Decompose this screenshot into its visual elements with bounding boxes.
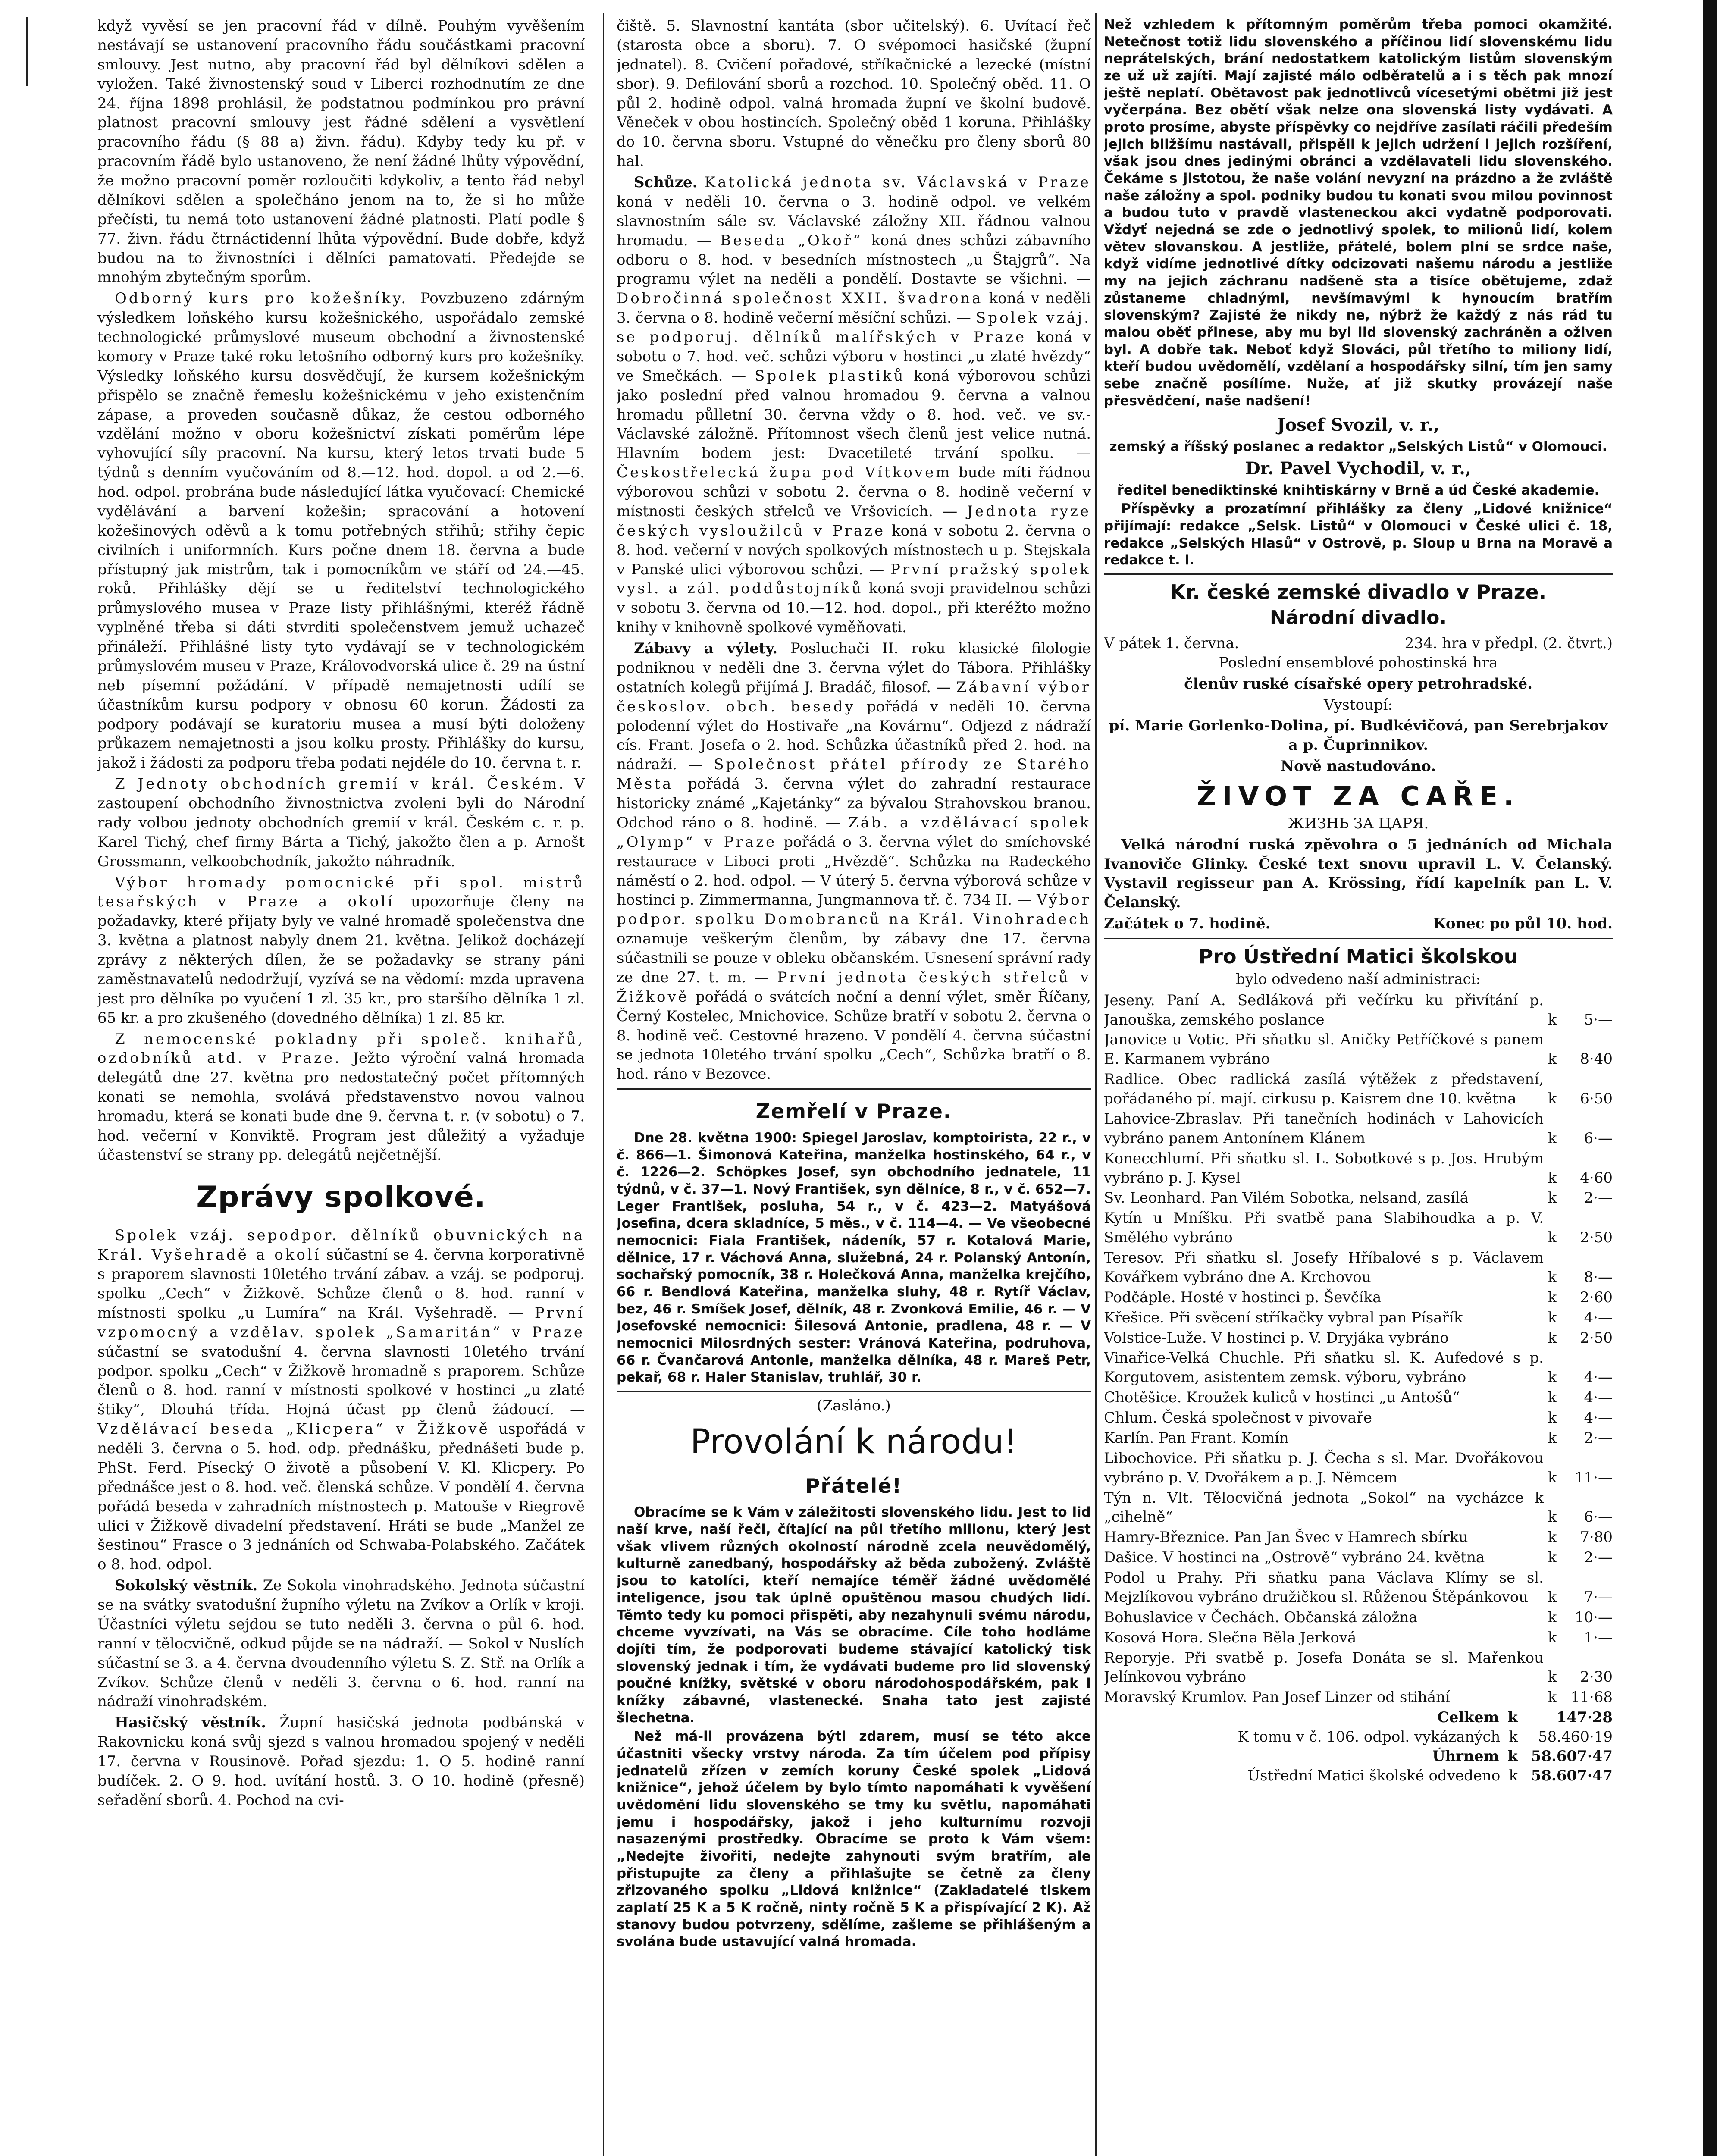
theatre-play-title-ru: ЖИЗНЬ ЗА ЦАРЯ. <box>1288 815 1429 832</box>
contributions-note: Příspěvky a prozatímní přihlášky za členy „Lidové knižnice“ přijímají: redakce „Selsk. Listů“ v Olomouci v České ulici č. 18, redakce „Selských Hlasů“ v Ostrově, p. Sloup u Brna na Moravě a redakce t. l. <box>1104 501 1613 568</box>
column-2 <box>617 16 1091 2156</box>
article-heading: Katolická jednota sv. Václavská v Praze <box>704 174 1091 191</box>
divider <box>617 1088 1091 1090</box>
article-sokol <box>97 1576 585 1711</box>
donation-entry <box>1104 1429 1613 1448</box>
donation-text: Libochovice. Při sňatku p. J. Čecha s sl. Mar. Dvořákovou vybráno p. V. Dvořákem a p. J. Němcem <box>1104 1449 1544 1486</box>
donation-amount: 10·— <box>1574 1608 1613 1626</box>
donation-amount: 2·— <box>1584 1429 1613 1447</box>
theatre-date: V pátek 1. června. <box>1104 634 1239 652</box>
column-rule-2 <box>1095 13 1097 2156</box>
donation-text: Týn n. Vlt. Tělocvičná jednota „Sokol“ na vycházce k „cihelně“ <box>1104 1489 1544 1526</box>
donation-amount: 8·40 <box>1580 1050 1613 1068</box>
currency: k <box>1509 1728 1518 1746</box>
article-heading: Spolek plastiků <box>755 367 905 385</box>
article-sick-fund <box>97 1030 585 1165</box>
article-body: koná dnes schůzi zábavního odboru o 8. hod. v besedních místnostech „u Štajgrů“. Na programu výlet na neděli a pondělí. Dostavte se všichni. — <box>617 232 1091 288</box>
donation-amount: 5·— <box>1584 1011 1613 1028</box>
donation-amount: 4·— <box>1584 1389 1613 1407</box>
matice-title: Pro Ústřední Matici školskou <box>1198 945 1518 968</box>
donation-amount: 6·50 <box>1580 1090 1613 1108</box>
donation-amount: 1·— <box>1584 1629 1613 1646</box>
donation-amount: 6·— <box>1584 1508 1613 1526</box>
donation-currency: k <box>1548 1668 1557 1686</box>
article-heading: Výbor podpor. spolku Domobranců na Král. Vinohradech <box>617 891 1091 928</box>
divider <box>1104 938 1613 939</box>
donation-list <box>1104 991 1613 1708</box>
donation-amount: 2·60 <box>1580 1288 1613 1306</box>
donation-amount: 4·— <box>1584 1409 1613 1427</box>
donation-currency: k <box>1548 1169 1557 1187</box>
proclamation-greeting: Přátelé! <box>805 1474 902 1498</box>
donation-amount: 6·— <box>1584 1129 1613 1147</box>
article-body: Ježto výroční valná hromada delegátů dne 27. května pro nedostatečný počet přítomných konati se nemohla, svolává představenstvo novou valnou hromadu, která se konati bude dne 9. června t. r. (v sobotu) o 7. hod. večerní v Konviktě. Program jest důležitý a vyžaduje účastenství se strany pp. delegátů nejčetnější. <box>97 1050 585 1164</box>
donation-entry <box>1104 1548 1613 1567</box>
article-heading: Sokolský věstník. <box>115 1577 258 1595</box>
donation-currency: k <box>1548 1369 1557 1386</box>
signature-name-1: Josef Svozil, v. r., <box>1277 415 1440 436</box>
theatre-play-title: ŽIVOT ZA CAŘE. <box>1197 780 1520 812</box>
donation-text: Dašice. V hostinci na „Ostrově“ vybráno 24. května <box>1104 1549 1485 1567</box>
donation-currency: k <box>1548 1288 1557 1306</box>
column-3 <box>1104 16 1613 2156</box>
donation-text: Teresov. Při sňatku sl. Josefy Hříbalové s p. Václavem Kovářkem vybráno dne A. Krchovou <box>1104 1249 1544 1286</box>
article-heading: Společnost přátel přírody ze Starého Města <box>617 756 1091 793</box>
article-body: pořádá 3. června výlet do zahradní restaurace historicky známé „Kajetánky“ za bývalou Strahovskou branou. Odchod ráno o 8. hodině. — <box>617 775 1091 831</box>
rubric-label: Zábavy a výlety. <box>634 640 778 657</box>
donation-text: Hamry-Březnice. Pan Jan Švec v Hamrech sbírku <box>1104 1529 1468 1546</box>
donation-text: Vinařice-Velká Chuchle. Při sňatku sl. K. Aufedové s p. Korgutovem, asistentem zemsk. výboru, vybráno <box>1104 1349 1544 1386</box>
rubric-label: Schůze. <box>634 174 698 191</box>
article-furriers-course <box>97 289 585 773</box>
previous-label: K tomu v č. 106. odpol. vykázaných <box>1238 1728 1501 1746</box>
donation-text: Sv. Leonhard. Pan Vilém Sobotka, nelsand, zasílá <box>1104 1189 1469 1207</box>
article-body: pořádá o svátcích noční a denní výlet, směr Říčany, Černý Kostelec, Mnichovice. Schůze bratří v sobotu 2. června o 8. hodině več. Cestovné hrazeno. V pondělí 4. června súčastní se jednota 10letého trvání spolku „Cech“, Schůzka bratří o 8. hod. ráno v Bezovce. <box>617 988 1091 1083</box>
total-amount: 147·28 <box>1556 1709 1613 1727</box>
donation-amount: 11·— <box>1574 1469 1613 1486</box>
donation-text: Lahovice-Zbraslav. Při tanečních hodinách v Lahovicích vybráno panem Antonínem Klánem <box>1104 1110 1544 1147</box>
donation-amount: 2·— <box>1584 1189 1613 1207</box>
article-body: upozorňuje členy na požadavky, které přijaty byly ve valné hromadě společenstva dne 3. května a platnost nabyly dnem 21. května. Jelikož docházejí zprávy z některých dílen, že se požadavky se strany páni zaměstnavatelů nedodržují, vyzívá se na vědomí: mzda upravena jest pro dělníka po vyučení 1 zl. 35 kr., pro staršího dělníka 1 zl. 65 kr. a pro zkušeného (dovedného dělníka) 1 zl. 85 kr. <box>97 893 585 1027</box>
column-rule-1 <box>603 13 604 2156</box>
donation-currency: k <box>1548 1529 1557 1546</box>
currency: k <box>1507 1747 1518 1765</box>
article-body: koná v neděli 3. června o 8. hodině večerní měsíční schůzi. — <box>617 290 1091 327</box>
article-body: oznamuje veškerým členům, by zábavy dne 17. června súčastnili se pouze v obleku občanském. Usnesení správní rady ze dne 27. t. m. — <box>617 930 1091 986</box>
theatre-performers-label: Vystoupí: <box>1324 696 1393 714</box>
article-heading: Spolek vzáj. se podporuj. dělníků malířských v Praze <box>617 309 1091 346</box>
donation-currency: k <box>1548 1268 1557 1286</box>
donation-entry <box>1104 1648 1613 1687</box>
article-body: súčastní se 4. června korporativně s praporem slavnosti 10letého trvání zábav. a vzáj. se podporuj. spolku „Cech“ v Žižkově. Schůze členů o 8. hod. ranní v místnosti spolku „u Lumíra“ na Král. Vyšehradě. — <box>97 1246 585 1322</box>
donation-entry <box>1104 1308 1613 1328</box>
donation-currency: k <box>1548 1229 1557 1247</box>
article-firemen <box>97 1713 585 1810</box>
proclamation-title: Provolání k národu! <box>690 1422 1018 1461</box>
article-body: V zastoupení obchodního živnostnictva zvoleni byli do Národní rady volbou jednoty obchodních gremií v král. Českém c. r. p. Karel Tichý, chef firmy Bárta a Tichý, jakožto člen a p. Arnošt Grossmann, velkoobchodník, jakožto náhradník. <box>97 775 585 870</box>
donation-currency: k <box>1548 1129 1557 1147</box>
donation-entry <box>1104 1449 1613 1488</box>
donation-entry <box>1104 1408 1613 1428</box>
donation-entry <box>1104 1109 1613 1148</box>
article-heading: První pražský spolek vysl. a zál. poddůstojníků <box>617 561 1091 598</box>
left-margin-mark <box>26 17 28 86</box>
donation-entry <box>1104 1528 1613 1547</box>
article-trips <box>617 639 1091 1084</box>
donation-text: Křešice. Při svěcení stříkačky vybral pan Písařík <box>1104 1309 1463 1326</box>
donation-amount: 8·— <box>1584 1268 1613 1286</box>
article-shoemakers <box>97 1226 585 1574</box>
article-heading: Jednota ryze českých vysloužilců v Praze <box>617 502 1091 539</box>
donation-amount: 11·68 <box>1570 1689 1613 1706</box>
theatre-end: Konec po půl 10. hod. <box>1433 915 1613 933</box>
donation-amount: 2·50 <box>1580 1229 1613 1247</box>
article-body: koná v sobotu 2. června o 8. hod. večerní v nových spolkových místnostech u p. Stejskala v Panské ulici výborovou schůzi. — <box>617 522 1091 578</box>
theatre-times-row <box>1104 914 1613 934</box>
donation-entry <box>1104 1248 1613 1287</box>
previous-amount: 58.460·19 <box>1538 1728 1613 1746</box>
theatre-line-2: členův ruské císařské opery petrohradské. <box>1184 675 1532 693</box>
donation-entry <box>1104 1348 1613 1387</box>
remitted-amount: 58.607·47 <box>1531 1767 1613 1784</box>
theatre-description: Velká národní ruská zpěvohra o 5 jednáních od Michala Ivanoviče Glinky. České text snovu upravil L. V. Čelanský. Vystavil regisseur pan A. Krössing, řídí kapelník pan L. V. Čelanský. <box>1104 836 1613 912</box>
donation-text: Volstice-Luže. V hostinci p. V. Dryjáka vybráno <box>1104 1329 1449 1347</box>
deaths-list: Dne 28. května 1900: Spiegel Jaroslav, komptoirista, 22 r., v č. 866—1. Šimonová Kateřina, manželka hostinského, 64 r., v č. 1226—2. Schöpkes Josef, syn obchodního jednatele, 11 týdnů, v č. 37—1. Nový František, syn dělníce, 8 r., v č. 652—7. Leger František, posluha, 54 r., v č. 423—2. Matyášová Josefina, dcera skladníce, 5 měs., v č. 114—4. — Ve všeobecné nemocnici: Fiala František, nádeník, 57 r. Kotalová Marie, dělnice, 17 r. Váchová Anna, služebná, 24 r. Polanský Antonín, sochařský pomocník, 38 r. Holečková Anna, manželka krejčího, 66 r. Bendlová Kateřina, manželka sluhy, 48 r. Rytíř Václav, bez, 46 r. Smíšek Josef, dělník, 48 r. Zvonková Emilie, 46 r. — V Josefovské nemocnici: Šilesová Antonie, pradlena, 48 r. — V nemocnici Milosrdných sester: Vránová Kateřina, podruhova, 66 r. Čvančarová Antonie, manželka dělníka, 48 r. Mareš Petr, pekař, 68 r. Haler Stanislav, truhlář, 30 r. <box>617 1130 1091 1385</box>
theatre-date-row <box>1104 634 1613 653</box>
currency: k <box>1507 1709 1518 1727</box>
proclamation-paragraph-1: Obracíme se k Vám v záležitosti slovenského lidu. Jest to lid naší krve, naší řeči, čítající na půl třetího milionu, který jest však vlivem různých okolností národně zcela neuvědomělý, kulturně zanedbaný, hospodářsky až běda zubožený. Zvláště jsou to katolíci, kteří nemajíce téměř žádné uvědomělé inteligence, jsou tak úplně opuštěnou masou chudých lidí. Těmto tedy ku pomoci přispěti, aby nezahynuli svému národu, chceme vyvzívati, na Vás se obracíme. Cíle toho hodláme dojíti tím, že podporovati budeme stávající katolický tisk slovenský jednak i tím, že vydávati budeme pro lid slovenský poučné knížky, světské v oboru národohospodářském, pak i knížky zábavné, vlastenecké. Snaha tato jest zajisté šlechetna. <box>617 1504 1091 1726</box>
donation-entry <box>1104 1388 1613 1407</box>
donation-currency: k <box>1548 1629 1557 1646</box>
donation-currency: k <box>1548 1508 1557 1526</box>
remitted-label: Ústřední Matici školské odvedeno <box>1247 1767 1501 1784</box>
section-title-club-news: Zprávy spolkové. <box>196 1180 486 1214</box>
article-body: Župní hasičská jednota podbánská v Rakovnicku koná svůj sjezd s valnou hromadou spojený v neděli 17. června v Rousinově. Pořad sjezdu: 1. O 5. hodině ranní budíček. 2. O 9. hod. uvítání hostů. 3. O 10. hodině (přesně) seřadění sborů. 4. Pochod na cvi- <box>97 1714 585 1809</box>
article-carpenters <box>97 873 585 1028</box>
article-heading: Odborný kurs pro kožešníky. <box>115 290 408 307</box>
article-heading: První jednota českých střelců v Žižkově <box>617 968 1091 1006</box>
signature-role-2: ředitel benediktinské knihtiskárny v Brně a úd České akademie. <box>1117 482 1600 498</box>
article-body: uspořádá v neděli 3. června o 5. hod. odp. přednášku, přednášeti bude p. PhSt. Ferd. Písecký O životě a působení V. Kl. Klicpery. Po přednášce jest o 8. hod. več. členská schůze. V pondělí 4. června pořádá beseda v zahradních místnostech p. Matouše v Riegrově ulici v Žižkově divadelní představení. Hráti se bude „Manžel ze šestinou“ Frasce o 3 jednáních od Schwaba-Polabského. Začátek o 8. hod. odpol. <box>97 1420 585 1573</box>
grand-total-label: Úhrnem <box>1432 1747 1499 1765</box>
donation-currency: k <box>1548 1469 1557 1486</box>
donation-entry <box>1104 1608 1613 1627</box>
donation-currency: k <box>1548 1549 1557 1567</box>
donation-text: Podol u Prahy. Při sňatku pana Václava Klímy se sl. Mejzlíkovou vybráno družičkou sl. Růženou Štěpánkovou <box>1104 1569 1544 1606</box>
right-scan-edge <box>1703 0 1717 2156</box>
donation-currency: k <box>1548 1011 1557 1028</box>
theatre-line-1: Poslední ensemblové pohostinská hra <box>1219 654 1498 671</box>
donation-amount: 7·— <box>1584 1588 1613 1606</box>
donation-entry <box>1104 1149 1613 1188</box>
previous-row <box>1104 1727 1613 1747</box>
donation-amount: 4·— <box>1584 1369 1613 1386</box>
theatre-subtitle: Národní divadlo. <box>1269 606 1447 629</box>
signature-name-2: Dr. Pavel Vychodil, v. r., <box>1245 458 1471 479</box>
donation-amount: 2·30 <box>1580 1668 1613 1686</box>
article-heading: Hasičský věstník. <box>115 1714 266 1732</box>
signature-role-1: zemský a říšský poslanec a redaktor „Selských Listů“ v Olomouci. <box>1109 439 1607 455</box>
donation-currency: k <box>1548 1090 1557 1108</box>
divider <box>1104 573 1613 575</box>
theatre-start: Začátek o 7. hodině. <box>1104 915 1271 933</box>
article-meetings <box>617 173 1091 637</box>
article-body: pořádá v neděli 10. června polodenní výlet do Hostivaře „na Kovárnu“. Odjezd z nádraží cís. Frant. Josefa o 2. hod. Schůzka účastníků před 2. hod. na nádraží. — <box>617 698 1091 774</box>
donation-text: Podčáple. Hosté v hostinci p. Ševčíka <box>1104 1288 1382 1306</box>
article-heading: Z Jednoty obchodních gremií v král. Českém. <box>115 775 566 793</box>
donation-text: Radlice. Obec radlická zasílá výtěžek z představení, pořádaného pí. mají. cirkusu p. Kaisrem dne 10. května <box>1104 1071 1544 1108</box>
article-heading: Zábavní výbor českoslov. obch. besedy <box>617 678 1091 715</box>
total-label: Celkem <box>1437 1709 1499 1727</box>
donation-currency: k <box>1548 1429 1557 1447</box>
donation-amount: 4·— <box>1584 1309 1613 1326</box>
article-heading: První vzpomocný a vzdělav. spolek „Samaritán“ v Praze <box>97 1304 585 1341</box>
donation-currency: k <box>1548 1329 1557 1347</box>
donation-currency: k <box>1548 1689 1557 1706</box>
donation-text: Kytín u Mníšku. Při svatbě pana Slabihoudka a p. V. Smělého vybráno <box>1104 1210 1544 1247</box>
donation-currency: k <box>1548 1309 1557 1326</box>
proclamation-paragraph-2: Než má-li provázena býti zdarem, musí se této akce účastniti všecky vrstvy národa. Za tím účelem pod přípisy jednatelů zřízen v zemích koruny České spolek „Lidová knižnice“, jehož účelem by bylo tímto napomáhati k vyvěšení uvědomění lidu slovenského se tmy ku světlu, napomáhati jemu i hospodářsky, jakož i jeho kulturnímu rozvoji nasazenými prostředky. Obracíme se proto k Vám všem: „Nedejte živořiti, nedejte zahynouti svým bratřím, ale přistupujte za členy a přihlašujte se četně za členy zřizovaného spolku „Lidová knižnice“ (Zakladatelé tiskem zaplatí 25 K a 5 K ročně, ninty ročně 5 K a přispívající 2 K). Až stanovy budou potvrzeny, sdělíme, zašleme se přihlášeným a svolána bude ustavující valná hromada. <box>617 1729 1091 1950</box>
donation-amount: 2·50 <box>1580 1329 1613 1347</box>
article-body: Ze Sokola vinohradského. Jednota súčastní se na svátky svatodušní župního výletu na Zvíkov a Orlík v kroji. Účastníci výletu sejdou se tuto neděli 3. června o půl 6. hod. ranní v tělocvičně, odkud půjde se na nádraží. — Sokol v Nuslích súčastní se 3. a 4. června dvoudenního výletu S. Z. Stř. na Orlík a Zvíkov. Schůze členů v neděli 3. června o 6. hod. ranní na nádraží vinohradském. <box>97 1577 585 1711</box>
article-body: koná v neděli 10. června o 3. hodině odpol. ve velkém slavnostním sále sv. Václavské záložny XII. řádnou valnou hromadu. — <box>617 193 1091 249</box>
article-heading: Výbor hromady pomocnické při spol. mistrů tesařských v Praze a okolí <box>97 874 585 911</box>
deaths-title: Zemřelí v Praze. <box>755 1100 952 1123</box>
theatre-title: Kr. české zemské divadlo v Praze. <box>1170 580 1547 604</box>
article-heading: Českostřelecká župa pod Vítkovem <box>617 464 952 482</box>
donation-amount: 4·60 <box>1580 1169 1613 1187</box>
article-body: pořádá o 3. června výlet do smíchovské restaurace v Liboci proti „Hvězdě“. Schůzka na Radeckého náměstí o 2. hod. odpol. — <box>617 833 1091 890</box>
article-heading: Dobročinná společnost XXII. švadrona <box>617 290 983 307</box>
article-heading: Vzdělávací beseda „Klicpera“ v Žižkově <box>97 1420 490 1438</box>
donation-text: Janovice u Votic. Při sňatku sl. Aničky Petříčkové s panem E. Karmanem vybráno <box>1104 1031 1544 1068</box>
donation-entry <box>1104 1329 1613 1348</box>
article-body: koná svoji pravidelnou schůzi v sobotu 3. června od 10.—12. hod. dopol., při kteréžto možno knihy v knihovně spolkové vyměňovati. <box>617 580 1091 636</box>
donation-text: Karlín. Pan Frant. Komín <box>1104 1429 1289 1447</box>
article-body: súčastní se svatodušní 4. června slavnosti 10letého trvání podpor. spolku „Cech“ v Žižkově hromadně s praporem. Schůze členů o 8. hod. ranní v místnosti spolkové v hostinci „u zlaté štiky“, Dlouhá třída. Hojná účast pp členů žádoucí. — <box>97 1343 585 1419</box>
donation-amount: 7·80 <box>1580 1529 1613 1546</box>
total-row <box>1104 1708 1613 1727</box>
donation-currency: k <box>1548 1409 1557 1427</box>
donation-text: Kosová Hora. Slečna Běla Jerková <box>1104 1629 1357 1646</box>
article-body: Posluchači II. roku klasické filologie podniknou v neděli dne 3. června výlet do Tábora. Přihlášky ostatních kolegů přijímá J. Bradáč, filosof. — <box>617 640 1091 696</box>
divider <box>617 1391 1091 1392</box>
donation-text: Bohuslavice v Čechách. Občanská záložna <box>1104 1608 1418 1626</box>
donation-entry <box>1104 1070 1613 1109</box>
donation-text: Moravský Krumlov. Pan Josef Linzer od stihání <box>1104 1689 1450 1706</box>
article-heading: Z nemocenské pokladny při společ. knihařů, ozdobníků atd. v Praze. <box>97 1030 585 1067</box>
proclamation-continued: Než vzhledem k přítomným poměrům třeba pomoci okamžité. Netečnost totiž lidu slovenského a příčinou lidí slovenskému lidu neprátelských, brání nedostatkem katolickým listům slovenským ze už už zajíti. Mají zajisté málo odběratelů a i s těch pak mnozí ještě neplatí. Obětavost pak jednotlivců vícesetými obětmi již jest vyčerpána. Bez obětí však nelze ona slovenská listy vydávati. A proto prosíme, abyste příspěvky co nejdříve zasílati ráčili předeším jejich bližšímu nastávali, přispěli k jejich udržení i jejich rozšíření, však jsou dnes jedinými obránci a vzdělavateli lidu slovenského. Čekáme s jistotou, že naše volání nevyzní na prázdno a že zvláště naše záložny a spol. podniky budou tu konati svou milou povinnost a budou tuto v pravdě vlasteneckou akci vydatně podporovati. Vždyť nejedná se zde o jednotlivý spolek, to milionů lidí, kolem větev slovanskou. A jestliže, přátelé, bolem plní se srdce naše, když vidíme jednotlivé dítky odcizovati našemu národu a jestliže my na jejich záchranu nadšeně sta a tisíce obětujeme, zdaž zůstaneme chladnými, nevšímavými k hynoucím bratřím slovenským? Zajisté že nikdy ne, nýbrž že každý z nás rád tu malou oběť přinese, aby mu byl lid slovenský zachráněn a oživen byl. A dobře tak. Neboť když Slováci, půl třetího to miliony lidí, kteří budou uvědomělí, vzdělaní a hospodářsky silní, tím jen samy sebe značně posílíme. Nuže, ať již skutky provázejí naše přesvědčení, naše nadšení! <box>1104 17 1613 409</box>
donation-amount: 2·— <box>1584 1549 1613 1567</box>
article-body: bude míti řádnou výborovou schůzi v sobotu 2. června o 8. hodině večerní v místnosti českých střelců ve Vršovicích. — <box>617 464 1091 520</box>
donation-currency: k <box>1548 1608 1557 1626</box>
donation-entry <box>1104 1489 1613 1527</box>
donation-entry <box>1104 1568 1613 1607</box>
donation-entry <box>1104 1628 1613 1648</box>
article-body: Povzbuzeno zdárným výsledkem loňského kursu kožešnického, uspořádalo zemské technologické průmyslové museum obchodní a živnostenské komory v Praze také roku letošního odborný kurs pro kožešníky. Výsledky loňského kursu dosvědčují, že kursem kožešnickým přispělo se značně řemeslu kožešnickému v jeho existenčním zápase, a proveden současně důkaz, že cestou odborného vzdělání možno v oboru kožešnictví získati poměrům lépe vyhovující síly pracovní. Na kursu, který letos trvati bude 5 týdnů s denním vyučováním od 8.—12. hod. dopol. a od 2.—6. hod. odpol. probrána bude následující látka vyučovací: Chemické vydělávání a barvení kožešin; spracování a hotovení kožešinových oděvů a k tomu potřebných střihů; střihy čepic civilních i uniformních. Kurs počne dnem 18. června a bude přístupný jak mistrům, tak i pomocníkům ve stáří od 24.—45. roků. Přihlášky dějí se u ředitelství technologického průmyslového musea v Praze listy přihlášnými, kteréž řádně vyplněné třeba si dáti stvrditi společenstvem jemuž uchazeč přináleží. Přihlášné listy tyto vydávají se v technologickém průmyslovém museu v Praze, Královodvorská ulice č. 29 na ústní neb písemní požádání. V případě nemajetnosti udílí se účastníkům kursu podpory v obnosu 60 korun. Žádosti za podpory podávají se kuratoriu musea a musí býti doloženy průkazem nemajetnosti a jsou kolku prosty. Přihlášky do kursu, jakož i žádosti za podporu třeba podati nejdéle do 10. června t. r. <box>97 290 585 772</box>
article-work-rules: když vyvěsí se jen pracovní řád v dílně. Pouhým vyvěšením nestávají se ustanovení pracovního řádu součástkami pracovní smlouvy. Jest nutno, aby pracovní řád byl dělníkovi sdělen a vyložen. Také živnostenský soud v Liberci rozhodnutím ze dne 24. října 1898 prohlásil, že podstatnou podmínkou pro právní platnost pracovní smlouvy jest řádné sdělení a vysvětlení pracovního řádu (§ 88 a) živn. řádu). Kdyby tedy ku př. v pracovním řádě bylo ustanoveno, že není žádné lhůty výpovědní, že možno pracovní poměr rozloučiti kdykoliv, a tento řád nebyl dělníkovi sdělen a společháno jenom na to, že si ho může přečísti, tu nemá toto ustanovení žádné platnosti. Platí podle § 77. živn. řádu čtrnáctidenní lhůta výpovědní. Bude dobře, když budou na to živnostníci i dělníci pamatovati. Předejde se mnohým zbytečným sporům. <box>97 17 585 286</box>
theatre-subscription: 234. hra v předpl. (2. čtvrt.) <box>1404 634 1613 652</box>
donation-entry <box>1104 1288 1613 1307</box>
donation-entry <box>1104 1209 1613 1247</box>
sent-in-label: (Zasláno.) <box>817 1397 891 1414</box>
theatre-cast: pí. Marie Gorlenko-Dolina, pí. Budkévičová, pan Serebrjakov a p. Čuprinnikov. <box>1109 717 1608 754</box>
article-body: koná v sobotu o 7. hod. več. schůzi výboru v hostinci „u zlaté hvězdy“ ve Smečkách. — <box>617 329 1091 385</box>
article-firemen-cont: čiště. 5. Slavnostní kantáta (sbor učitelský). 6. Uvítací řeč (starosta obce a sboru). 7. O svépomoci hasičské (župní jednatel). 8. Cvičení pořadové, stříkačnické a lezecké (místní sbor). 9. Defilování sborů a rozchod. 10. Společný oběd. 11. O půl 2. hodině odpol. valná hromada župní ve školní budově. Věneček v obou hostincích. Společný oběd 1 koruna. Přihlášky do 10. června sboru. Vstupné do věnečku pro členy sborů 80 hal. <box>617 17 1091 170</box>
matice-subtitle: bylo odvedeno naší administraci: <box>1236 970 1481 988</box>
donation-currency: k <box>1548 1189 1557 1207</box>
donation-text: Reporyje. Při svatbě p. Josefa Donáta se sl. Mařenkou Jelínkovou vybráno <box>1104 1649 1544 1686</box>
article-heading: Záb. a vzdělávací spolek „Olymp“ v Praze <box>617 814 1091 851</box>
article-heading: Spolek vzáj. sepodpor. dělníků obuvnických na Král. Vyšehradě a okolí <box>97 1227 585 1264</box>
donation-entry <box>1104 1030 1613 1069</box>
column-1 <box>97 16 585 2156</box>
grand-total-row <box>1104 1747 1613 1766</box>
theatre-new-production: Nově nastudováno. <box>1280 758 1436 775</box>
donation-currency: k <box>1548 1389 1557 1407</box>
article-gremium <box>97 774 585 871</box>
article-heading: Beseda „Okoř“ <box>720 232 863 249</box>
donation-text: Jeseny. Paní A. Sedláková při večírku ku přivítání p. Janouška, zemského poslance <box>1104 991 1544 1028</box>
donation-text: Konecchlumí. Při sňatku sl. L. Sobotkové s p. Jos. Hrubým vybráno p. J. Kysel <box>1104 1150 1544 1187</box>
article-body: koná výborovou schůzi jako poslední před valnou hromadou 9. června a valnou hromadu půlletní 30. června vždy o 8. hod. več. ve sv.-Václavské záložně. Přítomnost všech členů jest velice nutná. Hlavním bodem jest: Dvacetileté trvání spolku. — <box>617 367 1091 462</box>
donation-text: Chotěšice. Kroužek kuliců v hostinci „u Antošů“ <box>1104 1389 1460 1407</box>
article-body: V úterý 5. června výborová schůze v hostinci p. Zimmermanna, Jungmannova tř. č. 734 II. — <box>617 872 1091 909</box>
remitted-row <box>1104 1766 1613 1786</box>
donation-entry <box>1104 991 1613 1030</box>
currency: k <box>1509 1767 1518 1784</box>
donation-entry <box>1104 1188 1613 1208</box>
donation-currency: k <box>1548 1588 1557 1606</box>
donation-currency: k <box>1548 1050 1557 1068</box>
grand-total-amount: 58.607·47 <box>1531 1747 1613 1765</box>
donation-entry <box>1104 1688 1613 1707</box>
donation-text: Chlum. Česká společnost v pivovaře <box>1104 1409 1372 1427</box>
